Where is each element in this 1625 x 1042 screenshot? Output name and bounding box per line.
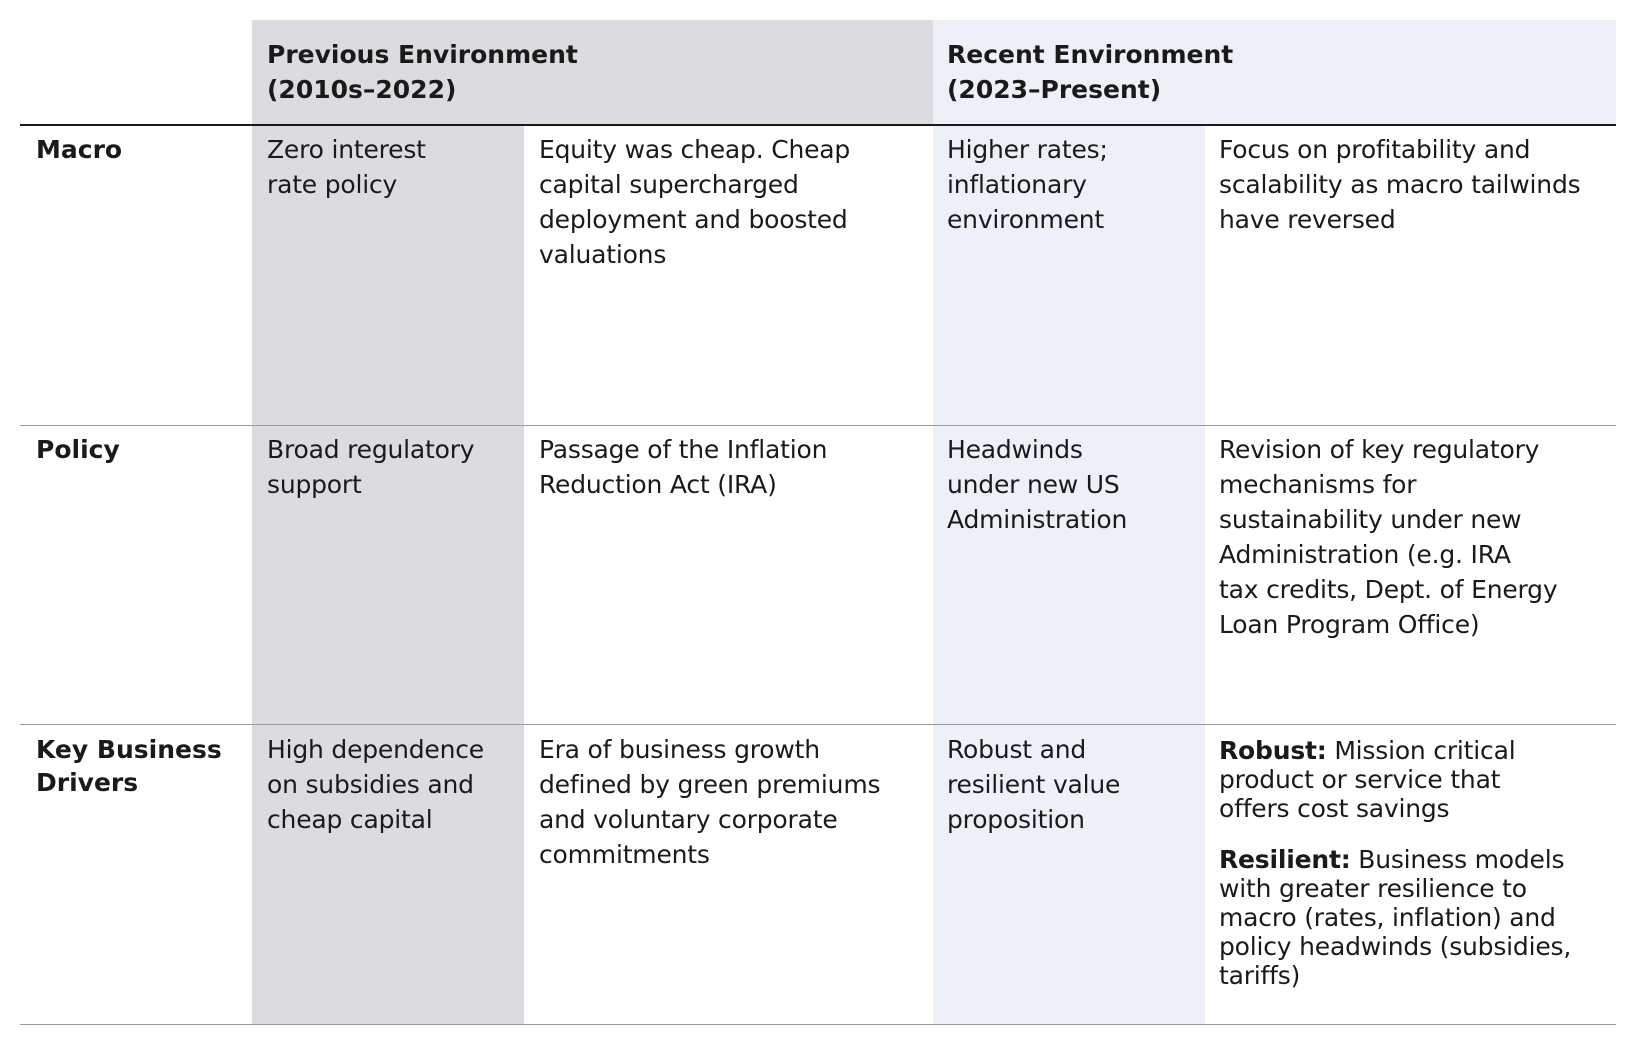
row-label-macro: Macro: [36, 135, 123, 164]
table-bottom-rule: [20, 1024, 1616, 1025]
robust-label: Robust:: [1219, 736, 1327, 765]
policy-recent-detail: Revision of key regulatory mechanisms for sustainability under new Administration (e.g. IRA tax credits, Dept. of Energy Loan Program Office): [1219, 435, 1558, 639]
policy-previous-detail: Passage of the Inflation Reduction Act (IRA): [539, 435, 828, 499]
drivers-recent-short: Robust and resilient value proposition: [947, 735, 1121, 834]
drivers-previous-short: High dependence on subsidies and cheap capital: [267, 735, 484, 834]
resilient-label: Resilient:: [1219, 845, 1351, 874]
row-label-key-business-drivers: Key Business Drivers: [36, 735, 222, 797]
previous-environment-years: (2010s–2022): [267, 75, 457, 104]
drivers-previous-detail: Era of business growth defined by green premiums and voluntary corporate commitments: [539, 735, 881, 869]
policy-previous-short: Broad regulatory support: [267, 435, 475, 499]
previous-short-column-bg: [252, 125, 524, 1025]
recent-environment-years: (2023–Present): [947, 75, 1162, 104]
robust-point: Robust: Mission critical product or service that offers cost savings: [1219, 736, 1516, 823]
header-divider: [20, 124, 1616, 126]
recent-environment-heading: [947, 37, 1233, 107]
previous-environment-title: Previous Environment: [267, 40, 578, 69]
macro-previous-detail: Equity was cheap. Cheap capital supercharged deployment and boosted valuations: [539, 135, 851, 269]
row-divider-macro-policy: [20, 425, 1616, 426]
previous-environment-heading: [267, 37, 578, 107]
policy-recent-short: Headwinds under new US Administration: [947, 435, 1128, 534]
recent-environment-title: Recent Environment: [947, 40, 1234, 69]
macro-recent-short: Higher rates; inflationary environment: [947, 135, 1108, 234]
drivers-recent-detail: [1219, 736, 1571, 1012]
row-divider-policy-drivers: [20, 724, 1616, 725]
macro-previous-short: Zero interest rate policy: [267, 135, 426, 199]
recent-short-column-bg: [933, 125, 1205, 1025]
resilient-point: Resilient: Business models with greater resilience to macro (rates, inflation) and policy headwinds (subsidies, tariffs): [1219, 845, 1572, 990]
macro-recent-detail: Focus on profitability and scalability as macro tailwinds have reversed: [1219, 135, 1581, 234]
row-label-policy: Policy: [36, 435, 120, 464]
